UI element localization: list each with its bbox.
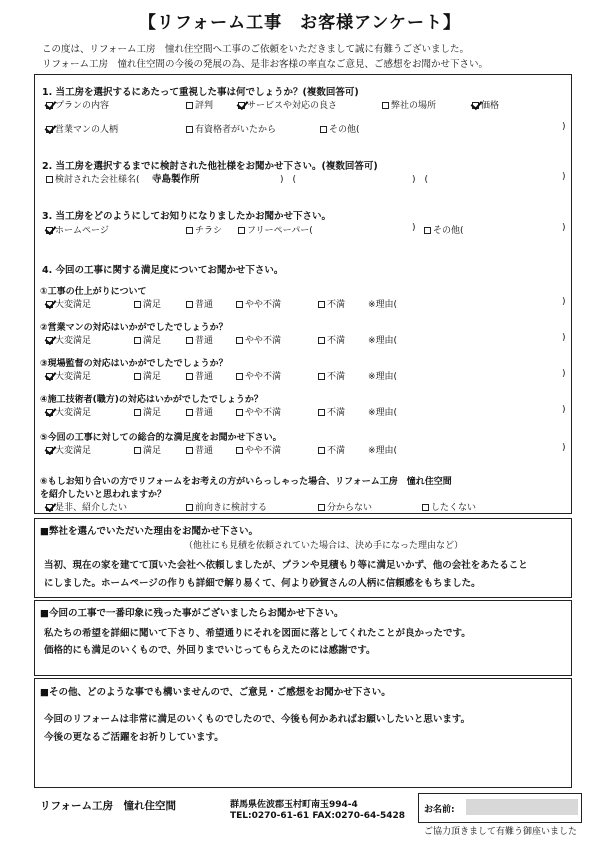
q3-other-close: ): [562, 223, 566, 233]
q4-item6-line2: を紹介したいと思われますか？: [40, 490, 167, 500]
checkbox-icon: [186, 227, 193, 234]
checkbox-icon: [236, 447, 243, 454]
checkbox-icon: [46, 102, 53, 109]
q2-paren-2: ) (: [412, 175, 429, 185]
checkbox-icon: [134, 301, 141, 308]
footer-company: リフォーム工房 憧れ住空間: [40, 800, 176, 812]
comment-answer-1: 今回のリフォームは非常に満足のいくものでしたので、今後も何かあればお願いしたいと思います。: [44, 714, 471, 725]
checkbox-icon: [472, 102, 479, 109]
q4-item-4-neutral[interactable]: 普通: [186, 405, 213, 418]
name-redacted: [466, 799, 578, 815]
checkbox-icon: [422, 504, 429, 511]
page-title: 【リフォーム工事 お客様アンケート】: [138, 13, 462, 33]
checkbox-icon: [318, 504, 325, 511]
q4-item-4-dissatisfied[interactable]: 不満: [318, 405, 345, 418]
checkbox-icon: [134, 373, 141, 380]
q1-opt-qualified[interactable]: 有資格者がいたから: [186, 122, 276, 135]
q4-item-3-neutral[interactable]: 普通: [186, 369, 213, 382]
q2-answer: 寺島製作所: [152, 174, 200, 185]
q4-item-2-somewhat-dissatisfied[interactable]: やや不満: [236, 333, 281, 346]
q4-item-5-reason: ※理由(: [368, 446, 398, 456]
q4-item-1-very-satisfied[interactable]: 大変満足: [46, 297, 91, 310]
q1-opt-service[interactable]: サービスや対応の良さ: [238, 98, 337, 111]
q4-item-3-label: ③現場監督の対応はいかがでしたでしょうか？: [40, 359, 228, 369]
checkbox-icon: [236, 337, 243, 344]
q3-freepaper-close: ): [412, 223, 416, 233]
q4-item-5-reason-close: ): [562, 443, 566, 453]
q4-item-1-satisfied[interactable]: 満足: [134, 297, 161, 310]
q1-other-close: ): [562, 122, 566, 132]
q4-item-3-reason-close: ): [562, 369, 566, 379]
q1-opt-price[interactable]: 価格: [472, 98, 499, 111]
checkbox-icon: [382, 102, 389, 109]
checkbox-icon: [46, 337, 53, 344]
comment-answer-2: 今後の更なるご活躍をお祈りしています。: [44, 732, 224, 743]
q4-item-2-reason-close: ): [562, 333, 566, 343]
checkbox-icon: [46, 504, 53, 511]
q4-item-3-reason: ※理由(: [368, 372, 398, 382]
q4-item-4-label: ④施工技術者(職方)の対応はいかがでしたでしょうか？: [40, 395, 263, 405]
checkbox-icon: [238, 102, 245, 109]
impression-heading: ■今回の工事で一番印象に残った事がございましたらお聞かせ下さい。: [40, 608, 344, 619]
checkbox-icon: [186, 447, 193, 454]
footer-thanks: ご協力頂きまして有難う御座いました: [424, 827, 578, 837]
q4-item-2-dissatisfied[interactable]: 不満: [318, 333, 345, 346]
q4-item-2-reason: ※理由(: [368, 336, 398, 346]
checkbox-icon: [318, 447, 325, 454]
q4-item-2-satisfied[interactable]: 満足: [134, 333, 161, 346]
q4-item-1-label: ①工事の仕上がりについて: [40, 287, 147, 297]
item6-opt-consider[interactable]: 前向きに検討する: [186, 500, 267, 513]
q4-item-5-label: ⑤今回の工事に対しての総合的な満足度をお聞かせ下さい。: [40, 433, 282, 443]
footer-tel: TEL:0270-61-61 FAX:0270-64-5428: [230, 811, 406, 821]
checkbox-icon: [186, 337, 193, 344]
checkbox-icon: [320, 126, 327, 133]
impression-answer-2: 価格的にも満足のいくもので、外回りまでいじってもらえたのには感謝です。: [44, 645, 376, 656]
q4-item-5-dissatisfied[interactable]: 不満: [318, 443, 345, 456]
q4-item-2-neutral[interactable]: 普通: [186, 333, 213, 346]
q4-item-4-very-satisfied[interactable]: 大変満足: [46, 405, 91, 418]
q1-question: 1. 当工房を選択するにあたって重視した事は何でしょうか？(複数回答可): [42, 87, 359, 98]
checkbox-icon: [134, 447, 141, 454]
q4-item-4-somewhat-dissatisfied[interactable]: やや不満: [236, 405, 281, 418]
checkbox-icon: [186, 373, 193, 380]
q3-opt-other[interactable]: その他(: [424, 223, 464, 236]
q4-item6-line1: ⑥もしお知り合いの方でリフォームをお考えの方がいらっしゃった場合、リフォーム工房 憧れ住空間: [40, 477, 452, 487]
item6-opt-unsure[interactable]: 分からない: [318, 500, 372, 513]
checkbox-icon: [134, 409, 141, 416]
q2-paren-1: ) (: [280, 175, 297, 185]
q4-item-3-dissatisfied[interactable]: 不満: [318, 369, 345, 382]
q2-label: 検討された会社様名(: [46, 172, 140, 185]
item6-opt-recommend[interactable]: 是非、紹介したい: [46, 500, 127, 513]
q4-item-4-reason-close: ): [562, 405, 566, 415]
checkbox-icon: [46, 301, 53, 308]
q1-opt-location[interactable]: 弊社の場所: [382, 98, 436, 111]
name-label: お名前:: [424, 805, 455, 815]
checkbox-icon: [236, 409, 243, 416]
checkbox-icon: [238, 227, 245, 234]
q4-item-1-somewhat-dissatisfied[interactable]: やや不満: [236, 297, 281, 310]
reason-heading: ■弊社を選んでいただいた理由をお聞かせ下さい。: [40, 526, 258, 537]
checkbox-icon: [424, 227, 431, 234]
q3-question: 3. 当工房をどのようにしてお知りになりましたかお聞かせ下さい。: [42, 211, 332, 222]
q2-paren-close: ): [562, 172, 566, 182]
intro-line-1: この度は、リフォーム工房 憧れ住空間へ工事のご依頼をいただきまして誠に有難うございました。: [42, 44, 470, 55]
q4-item-5-neutral[interactable]: 普通: [186, 443, 213, 456]
q1-opt-reputation[interactable]: 評判: [186, 98, 213, 111]
checkbox-icon: [186, 301, 193, 308]
q4-item-1-dissatisfied[interactable]: 不満: [318, 297, 345, 310]
checkbox-icon: [236, 373, 243, 380]
intro-line-2: リフォーム工房 憧れ住空間の今後の発展の為、是非お客様の率直なご意見、ご感想をお聞かせ下さい。: [42, 59, 489, 70]
q4-item-5-satisfied[interactable]: 満足: [134, 443, 161, 456]
checkbox-icon: [318, 337, 325, 344]
q4-item-3-satisfied[interactable]: 満足: [134, 369, 161, 382]
q4-item-3-somewhat-dissatisfied[interactable]: やや不満: [236, 369, 281, 382]
q4-item-2-very-satisfied[interactable]: 大変満足: [46, 333, 91, 346]
reason-answer-1: 当初、現在の家を建てて頂いた会社へ依頼しましたが、プランや見積もり等に満足いかず、他の会社をあたること: [44, 560, 528, 571]
checkbox-icon: [46, 126, 53, 133]
checkbox-icon: [318, 301, 325, 308]
q3-opt-freepaper[interactable]: フリーペーパー(: [238, 223, 313, 236]
q1-opt-sales-person[interactable]: 営業マンの人柄: [46, 122, 118, 135]
reason-sub: （他社にも見積を依頼されていた場合は、決め手になった理由など）: [184, 541, 464, 551]
q4-item-3-very-satisfied[interactable]: 大変満足: [46, 369, 91, 382]
q4-item-5-somewhat-dissatisfied[interactable]: やや不満: [236, 443, 281, 456]
checkbox-icon: [186, 102, 193, 109]
impression-answer-1: 私たちの希望を詳細に聞いて下さり、希望通りにそれを図面に落としてくれたことが良かったです。: [44, 628, 471, 639]
checkbox-icon: [186, 409, 193, 416]
q4-item-4-reason: ※理由(: [368, 408, 398, 418]
footer-address: 群馬県佐波郡玉村町南玉994-4: [230, 800, 358, 810]
checkbox-icon: [318, 409, 325, 416]
q4-item-2-label: ②営業マンの対応はいかがでしたでしょうか？: [40, 323, 228, 333]
checkbox-icon: [134, 337, 141, 344]
checkbox-icon: [186, 126, 193, 133]
checkbox-icon: [46, 176, 53, 183]
reason-answer-2: にしました。ホームページの作りも詳細で解り易くて、何より砂賀さんの人柄に信頼感をもちました。: [44, 578, 481, 589]
q4-item-1-reason-close: ): [562, 297, 566, 307]
q3-opt-homepage[interactable]: ホームページ: [46, 223, 109, 236]
q2-question: 2. 当工房を選択するまでに検討された他社様をお聞かせ下さい。(複数回答可): [42, 161, 378, 172]
q4-item-4-satisfied[interactable]: 満足: [134, 405, 161, 418]
item6-opt-no[interactable]: したくない: [422, 500, 476, 513]
checkbox-icon: [318, 373, 325, 380]
checkbox-icon: [236, 301, 243, 308]
q1-opt-other[interactable]: その他(: [320, 122, 360, 135]
q4-question: 4. 今回の工事に関する満足度についてお聞かせ下さい。: [42, 265, 284, 276]
q1-opt-plan[interactable]: プランの内容: [46, 98, 109, 111]
checkbox-icon: [46, 227, 53, 234]
q4-item-5-very-satisfied[interactable]: 大変満足: [46, 443, 91, 456]
q4-item-1-neutral[interactable]: 普通: [186, 297, 213, 310]
q3-opt-flyer[interactable]: チラシ: [186, 223, 222, 236]
q4-item-1-reason: ※理由(: [368, 300, 398, 310]
checkbox-icon: [46, 409, 53, 416]
checkbox-icon: [186, 504, 193, 511]
checkbox-icon: [46, 447, 53, 454]
checkbox-icon: [46, 373, 53, 380]
comment-heading: ■その他、どのような事でも構いませんので、ご意見・ご感想をお聞かせ下さい。: [40, 687, 391, 698]
